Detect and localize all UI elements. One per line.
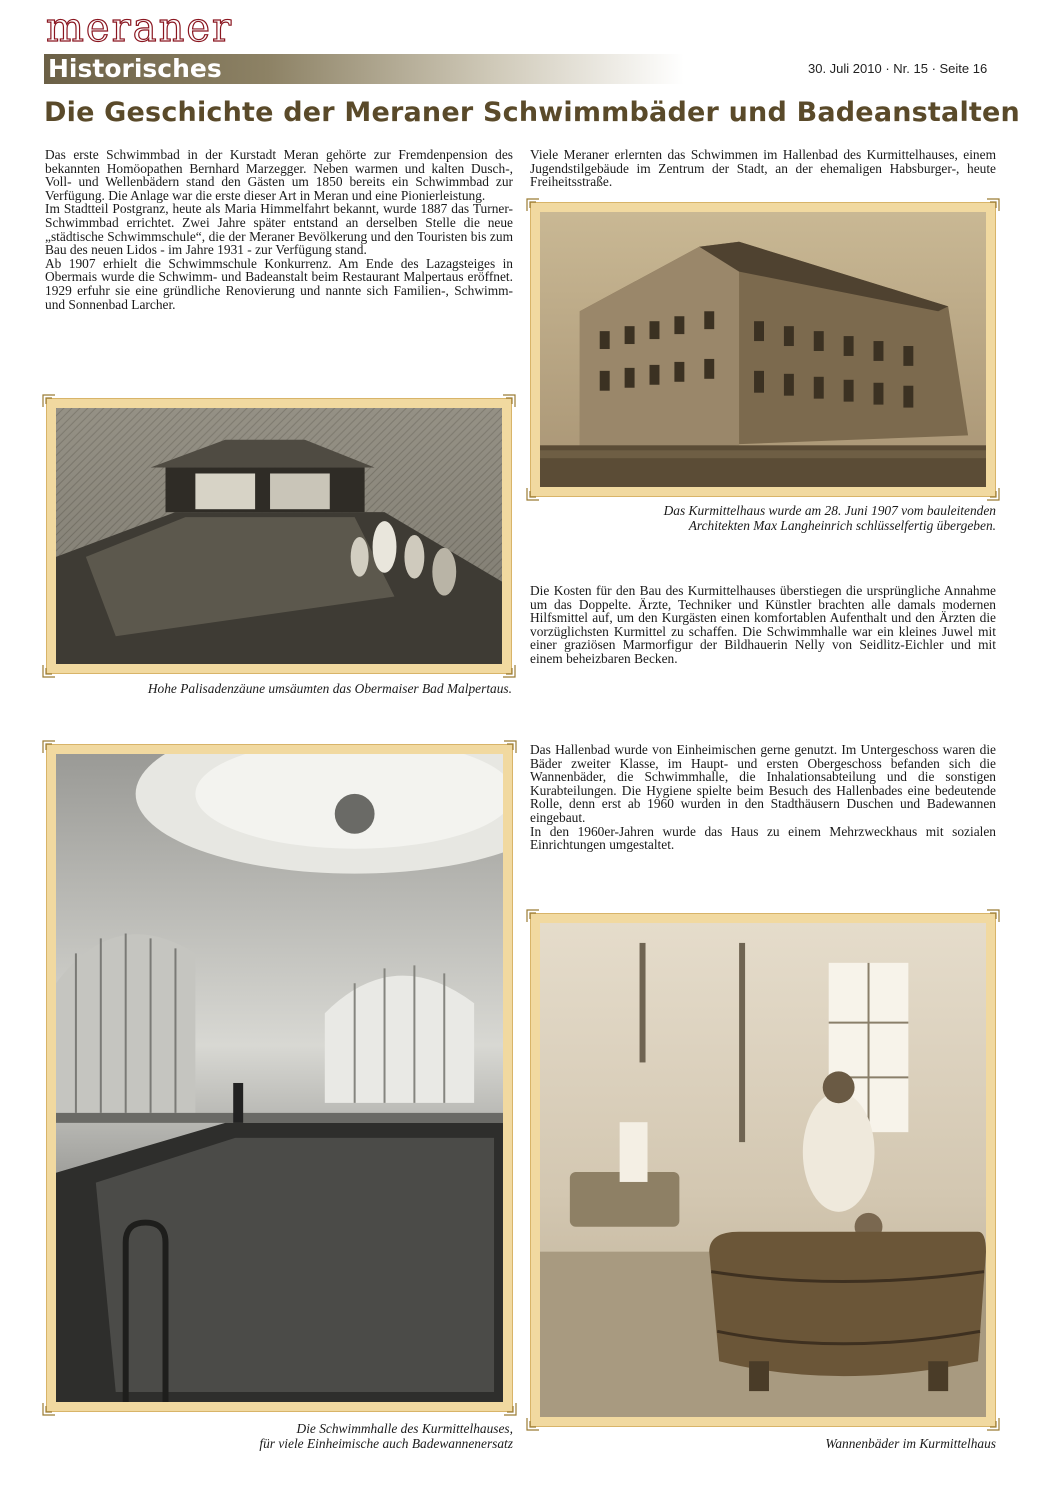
corner-ornament-icon	[42, 394, 56, 408]
section-label: Historisches	[48, 54, 222, 83]
building-photo	[540, 212, 986, 487]
article-column-2-hallenbad	[530, 743, 996, 852]
caption-line: Die Schwimmhalle des Kurmittelhauses,	[296, 1421, 513, 1436]
corner-ornament-icon	[526, 1417, 540, 1431]
article-column-2-intro	[530, 148, 996, 189]
corner-ornament-icon	[986, 198, 1000, 212]
section-bar	[44, 54, 684, 84]
headline: Die Geschichte der Meraner Schwimmbäder und Badeanstalten	[44, 97, 1020, 128]
outdoor-pool-photo	[56, 408, 502, 664]
caption-line: für viele Einheimische auch Badewannenersatz	[259, 1436, 513, 1451]
photo-frame-schwimmhalle	[46, 744, 513, 1412]
corner-ornament-icon	[526, 198, 540, 212]
paragraph: Viele Meraner erlernten das Schwimmen im Hallenbad des Kurmittelhauses, einem Jugendstilgebäude im Zentrum der Stadt, an der ehemaligen Habsburger-, heute Freiheitsstraße.	[530, 147, 996, 190]
photo-frame-wannenbaeder	[530, 913, 996, 1427]
corner-ornament-icon	[42, 1402, 56, 1416]
issue-info: 30. Juli 2010 · Nr. 15 · Seite 16	[808, 61, 988, 76]
caption-line: Architekten Max Langheinrich schlüsselfertig übergeben.	[688, 518, 996, 533]
corner-ornament-icon	[503, 1402, 517, 1416]
corner-ornament-icon	[503, 740, 517, 754]
caption-malpertaus: Hohe Palisadenzäune umsäumten das Obermaiser Bad Malpertaus.	[147, 681, 512, 696]
article-column-1	[45, 148, 513, 311]
corner-ornament-icon	[526, 909, 540, 923]
paragraph: Im Stadtteil Postgranz, heute als Maria Himmelfahrt bekannt, wurde 1887 das Turner-Schwimmbad errichtet. Zwei Jahre später entstand an derselben Stelle die neue „städtische Schwimmschule“, die der Meraner Bevölkerung und den Touristen bis zum Bau des neuen Lidos - im Jahre 1931 - zur Verfügung stand.	[45, 201, 513, 258]
paragraph: Die Kosten für den Bau des Kurmittelhauses überstiegen die ursprüngliche Annahme um das Doppelte. Ärzte, Techniker und Künstler brachten alle damals modernen Hilfsmittel auf, um den Kurgästen einen komfortablen Aufenthalt und den Ärzten die vorzüglichsten Kurmittel zu schaffen. Die Schwimmhalle war ein kleines Juwel mit einer graziösen Marmorfigur der Bildhauerin Nelly von Seidlitz-Eichler und mit einem beheizbaren Becken.	[530, 583, 996, 666]
bathtub-image	[540, 923, 986, 1417]
indoor-pool-photo	[56, 754, 503, 1402]
paragraph: Das Hallenbad wurde von Einheimischen gerne genutzt. Im Untergeschoss waren die Bäder zweiter Klasse, im Haupt- und ersten Obergeschoss befanden sich die Wannenbäder, die Schwimmhalle, die Inhalationsabteilung und die sonstigen Kurabteilungen. Die Hygiene spielte beim Besuch des Hallenbades eine bedeutende Rolle, denn erst ab 1960 wurden in den Stadthäusern Duschen und Badewannen eingebaut.	[530, 742, 996, 825]
caption-line: Das Kurmittelhaus wurde am 28. Juni 1907 vom bauleitenden	[663, 503, 996, 518]
corner-ornament-icon	[502, 664, 516, 678]
corner-ornament-icon	[502, 394, 516, 408]
paragraph: Das erste Schwimmbad in der Kurstadt Meran gehörte zur Fremdenpension des bekannten Homöopathen Bernhard Marzegger. Neben warmen und kalten Dusch-, Voll- und Wellenbädern stand den Gästen um 1850 bereits ein Schwimmbad zur Verfügung. Die Anlage war die erste dieser Art in Meran und eine Pionierleistung.	[45, 147, 513, 203]
photo-frame-malpertaus	[46, 398, 512, 674]
corner-ornament-icon	[986, 909, 1000, 923]
paragraph: In den 1960er-Jahren wurde das Haus zu einem Mehrzweckhaus mit sozialen Einrichtungen umgestaltet.	[530, 823, 996, 853]
logo: meraner	[46, 5, 234, 51]
bathtub-photo	[540, 923, 986, 1417]
photo-frame-kurmittelhaus	[530, 202, 996, 497]
caption-wannenbaeder: Wannenbäder im Kurmittelhaus	[825, 1436, 996, 1451]
building-image	[540, 212, 986, 487]
caption-kurmittelhaus	[530, 503, 996, 533]
paragraph: Ab 1907 erhielt die Schwimmschule Konkurrenz. Am Ende des Lazagsteiges in Obermais wurde die Schwimm- und Badeanstalt beim Restaurant Malpertaus eröffnet. 1929 erfuhr sie eine gründliche Renovierung und nannte sich Familien-, Schwimm- und Sonnenbad Larcher.	[45, 255, 513, 312]
article-column-2-costs	[530, 584, 996, 666]
corner-ornament-icon	[986, 487, 1000, 501]
corner-ornament-icon	[526, 487, 540, 501]
corner-ornament-icon	[42, 740, 56, 754]
indoor-pool-image	[56, 754, 503, 1402]
caption-schwimmhalle	[46, 1421, 513, 1451]
corner-ornament-icon	[42, 664, 56, 678]
outdoor-pool-image	[56, 408, 502, 664]
corner-ornament-icon	[986, 1417, 1000, 1431]
